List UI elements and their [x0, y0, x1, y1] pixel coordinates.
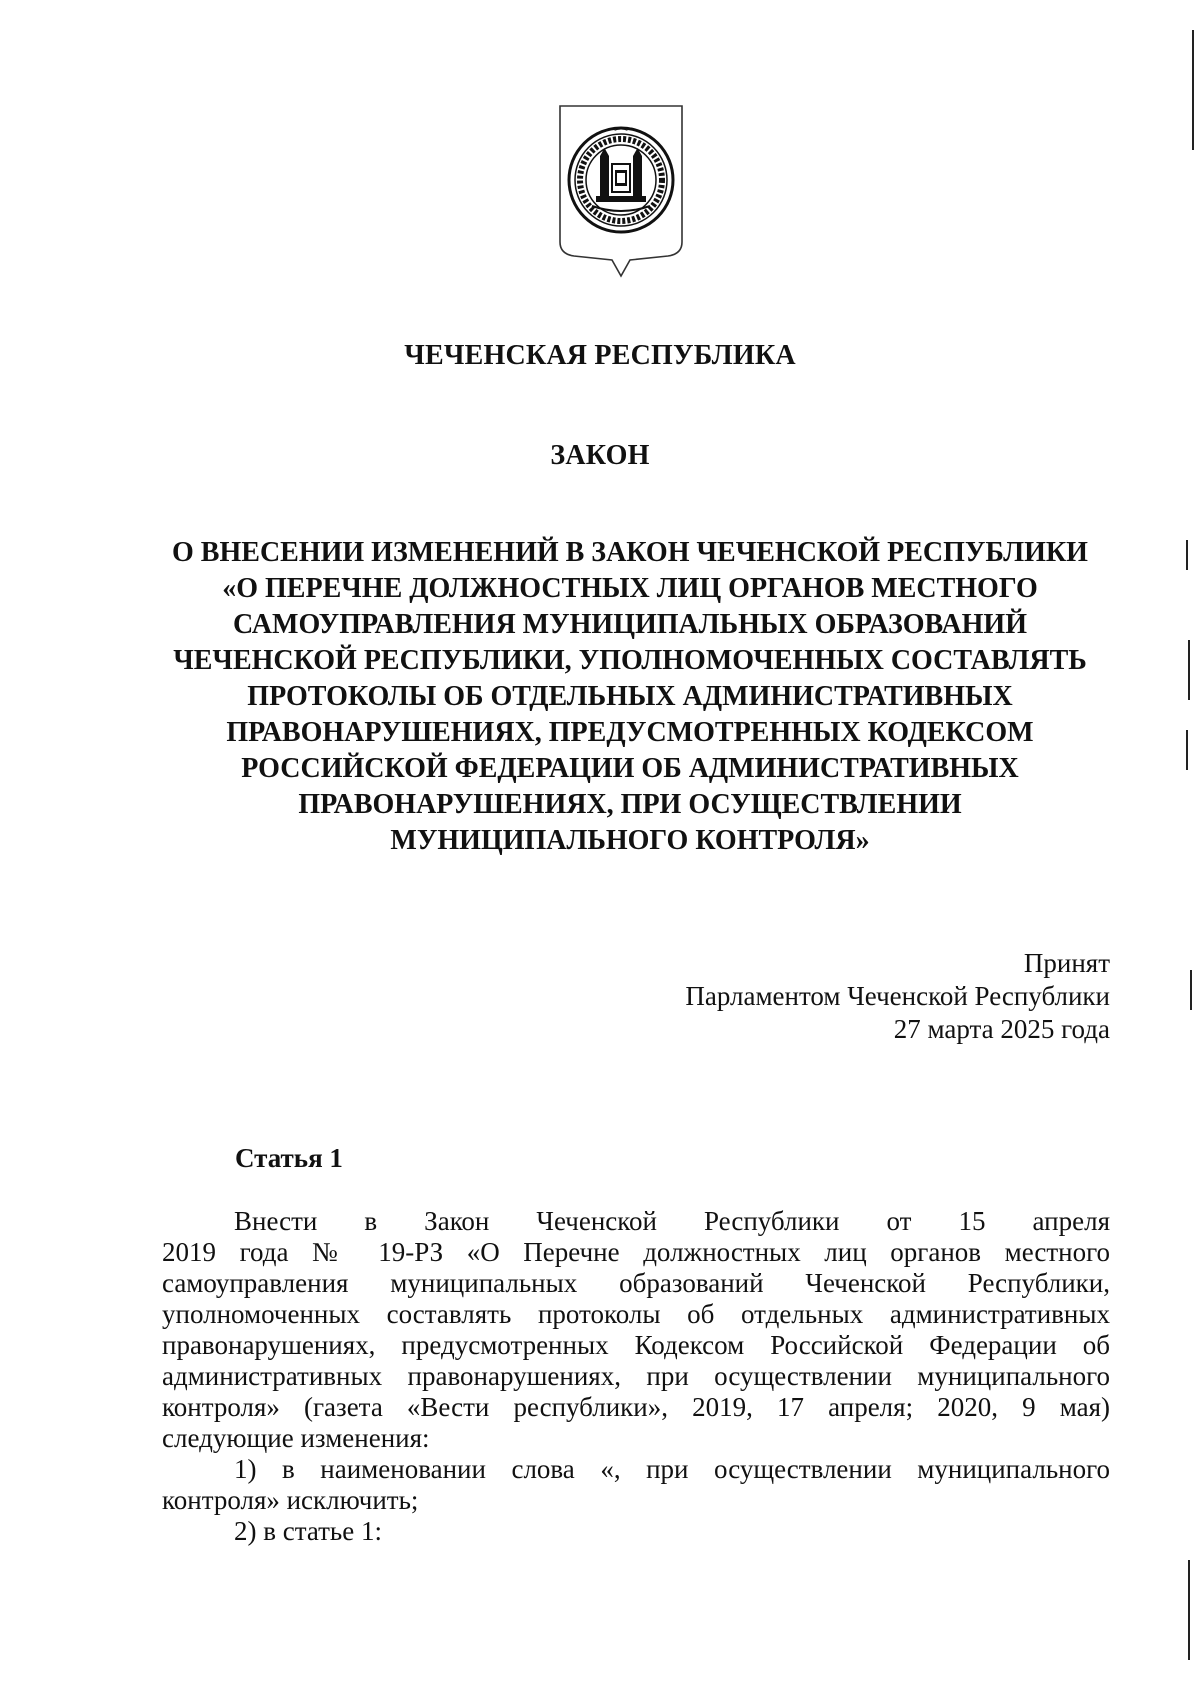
scan-artifact — [1188, 1560, 1190, 1660]
law-title-line: РОССИЙСКОЙ ФЕДЕРАЦИИ ОБ АДМИНИСТРАТИВНЫХ — [241, 753, 1019, 784]
paragraph-line: следующие изменения: — [162, 1423, 430, 1453]
scan-artifact — [1186, 540, 1188, 570]
law-title-line: «О ПЕРЕЧНЕ ДОЛЖНОСТНЫХ ЛИЦ ОРГАНОВ МЕСТНОГО — [222, 573, 1038, 604]
republic-heading: ЧЕЧЕНСКАЯ РЕСПУБЛИКА — [404, 340, 796, 371]
paragraph-line: уполномоченных составлять протоколы об отдельных административных — [162, 1299, 1110, 1329]
paragraph-line: правонарушениях, предусмотренных Кодексом Российской Федерации об — [162, 1330, 1110, 1360]
paragraph-line: контроля» (газета «Вести республики», 2019, 17 апреля; 2020, 9 мая) — [162, 1392, 1110, 1422]
adoption-date: 27 марта 2025 года — [893, 1014, 1110, 1044]
law-title-line: МУНИЦИПАЛЬНОГО КОНТРОЛЯ» — [390, 825, 870, 856]
law-title-line: САМОУПРАВЛЕНИЯ МУНИЦИПАЛЬНЫХ ОБРАЗОВАНИЙ — [232, 609, 1027, 640]
paragraph-line: административных правонарушениях, при осуществлении муниципального — [162, 1361, 1110, 1391]
list-item: 1) в наименовании слова «, при осуществлении муниципального — [234, 1454, 1110, 1484]
scan-artifact — [1188, 640, 1190, 700]
scan-artifact — [1190, 970, 1192, 1010]
coat-of-arms-icon — [556, 104, 686, 280]
paragraph-line: Внести в Закон Чеченской Республики от 15 апреля — [234, 1206, 1110, 1236]
adoption-note — [685, 947, 1110, 1046]
law-title-line: О ВНЕСЕНИИ ИЗМЕНЕНИЙ В ЗАКОН ЧЕЧЕНСКОЙ РЕСПУБЛИКИ — [172, 537, 1088, 568]
law-title — [150, 535, 1110, 859]
law-title-line: ПРАВОНАРУШЕНИЯХ, ПРЕДУСМОТРЕННЫХ КОДЕКСОМ — [226, 717, 1034, 748]
document-type-heading: ЗАКОН — [550, 440, 650, 471]
scan-artifact — [1186, 730, 1188, 770]
list-item: контроля» исключить; — [162, 1485, 419, 1515]
list-item: 2) в статье 1: — [234, 1516, 382, 1546]
article-body — [162, 1206, 1110, 1547]
adoption-body: Парламентом Чеченской Республики — [685, 981, 1110, 1011]
article-heading: Статья 1 — [235, 1143, 343, 1173]
paragraph-line: самоуправления муниципальных образований Чеченской Республики, — [162, 1268, 1110, 1298]
law-title-line: ЧЕЧЕНСКОЙ РЕСПУБЛИКИ, УПОЛНОМОЧЕННЫХ СОСТАВЛЯТЬ — [173, 645, 1087, 676]
paragraph-line: 2019 года № 19-РЗ «О Перечне должностных лиц органов местного — [162, 1237, 1110, 1267]
scan-artifact — [1192, 30, 1194, 150]
law-title-line: ПРАВОНАРУШЕНИЯХ, ПРИ ОСУЩЕСТВЛЕНИИ — [298, 789, 962, 820]
adoption-label: Принят — [1023, 948, 1110, 978]
law-title-line: ПРОТОКОЛЫ ОБ ОТДЕЛЬНЫХ АДМИНИСТРАТИВНЫХ — [247, 681, 1013, 712]
